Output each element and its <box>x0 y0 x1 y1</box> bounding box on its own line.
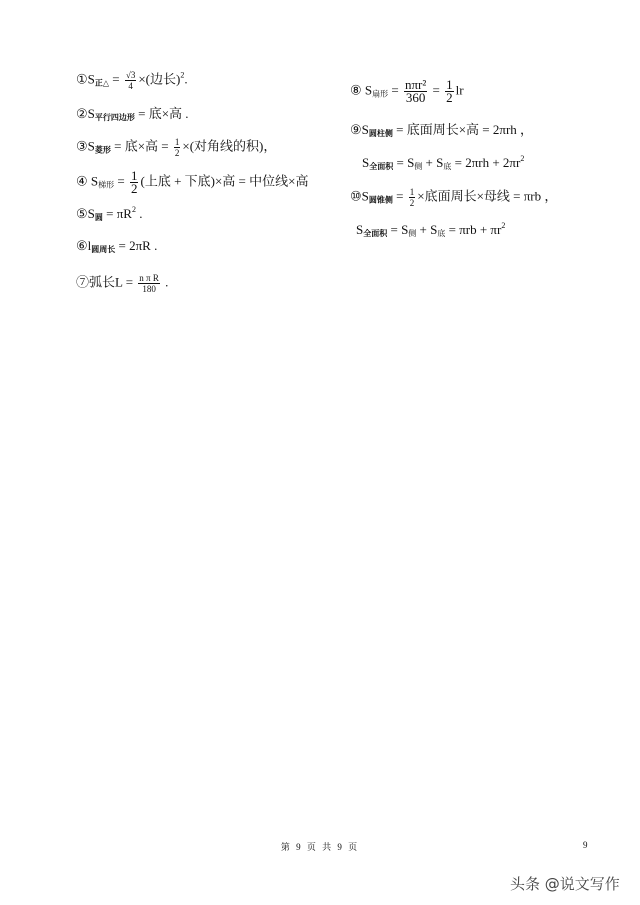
formula-9-lateral: $⑨S_{圆柱侧}$ = 底面周长×高 = 2πrh ， <box>350 122 534 138</box>
formula-8: ⑧ S扇形 = $\frac{\text{nπr²}}{360}$ = $\frac{1}{2}$ lr <box>350 77 464 105</box>
formula-7: ⑦弧长L = $\frac{\text{n π R}}{180}$ . <box>76 273 169 294</box>
formula-9-total: $S_{全面积} = S$侧 + S底 = $2\pi rh + 2\pi r^2$ <box>362 154 525 171</box>
fraction: $\frac{\text{nπr²}}{360}$ <box>404 77 427 105</box>
formula-2: $②S_{平行四边形}$ = 底×高 . <box>76 106 189 122</box>
fraction: $\frac{1}{2}$ <box>446 77 453 105</box>
formula-5: $⑤S_圆 = \pi R^2$ . <box>76 205 143 222</box>
fraction: $\frac{1}{2}$ <box>409 187 415 208</box>
formula-3: $③S_{菱形}$ = 底×高 = $\frac{1}{2}$ ×(对角线的积)， <box>76 137 277 158</box>
watermark: 头条 @说文写作 <box>510 875 620 893</box>
formula-4: ④ S梯形 = $\frac{1}{2}$ (上底 + 下底)×高 = 中位线×高 <box>76 168 309 196</box>
formula-label: ①S <box>76 71 95 87</box>
fraction: $\frac{1}{2}$ <box>174 137 180 158</box>
page-number: 9 <box>583 840 588 850</box>
formula-10-total: $S_{全面积} = S$侧 + S底 = $\pi rb + \pi r^2$ <box>356 221 506 238</box>
fraction: $\frac{1}{2}$ <box>130 168 138 196</box>
formula-1: $①S_{正\triangle}$ = $\frac{√3}{4}$ ×(边长)$^2$. <box>76 70 188 91</box>
fraction: $\frac{√3}{4}$ <box>125 70 136 91</box>
page-footer: 第 9 页 共 9 页 <box>280 842 360 852</box>
formula-10-lateral: $⑩S_{圆锥侧}$ = $\frac{1}{2}$ ×底面周长×母线 = πrb ， <box>350 187 558 208</box>
formula-6: $⑥l_{圆周长} = 2\pi R$ . <box>76 238 158 254</box>
fraction: $\frac{\text{n π R}}{180}$ <box>139 273 159 294</box>
